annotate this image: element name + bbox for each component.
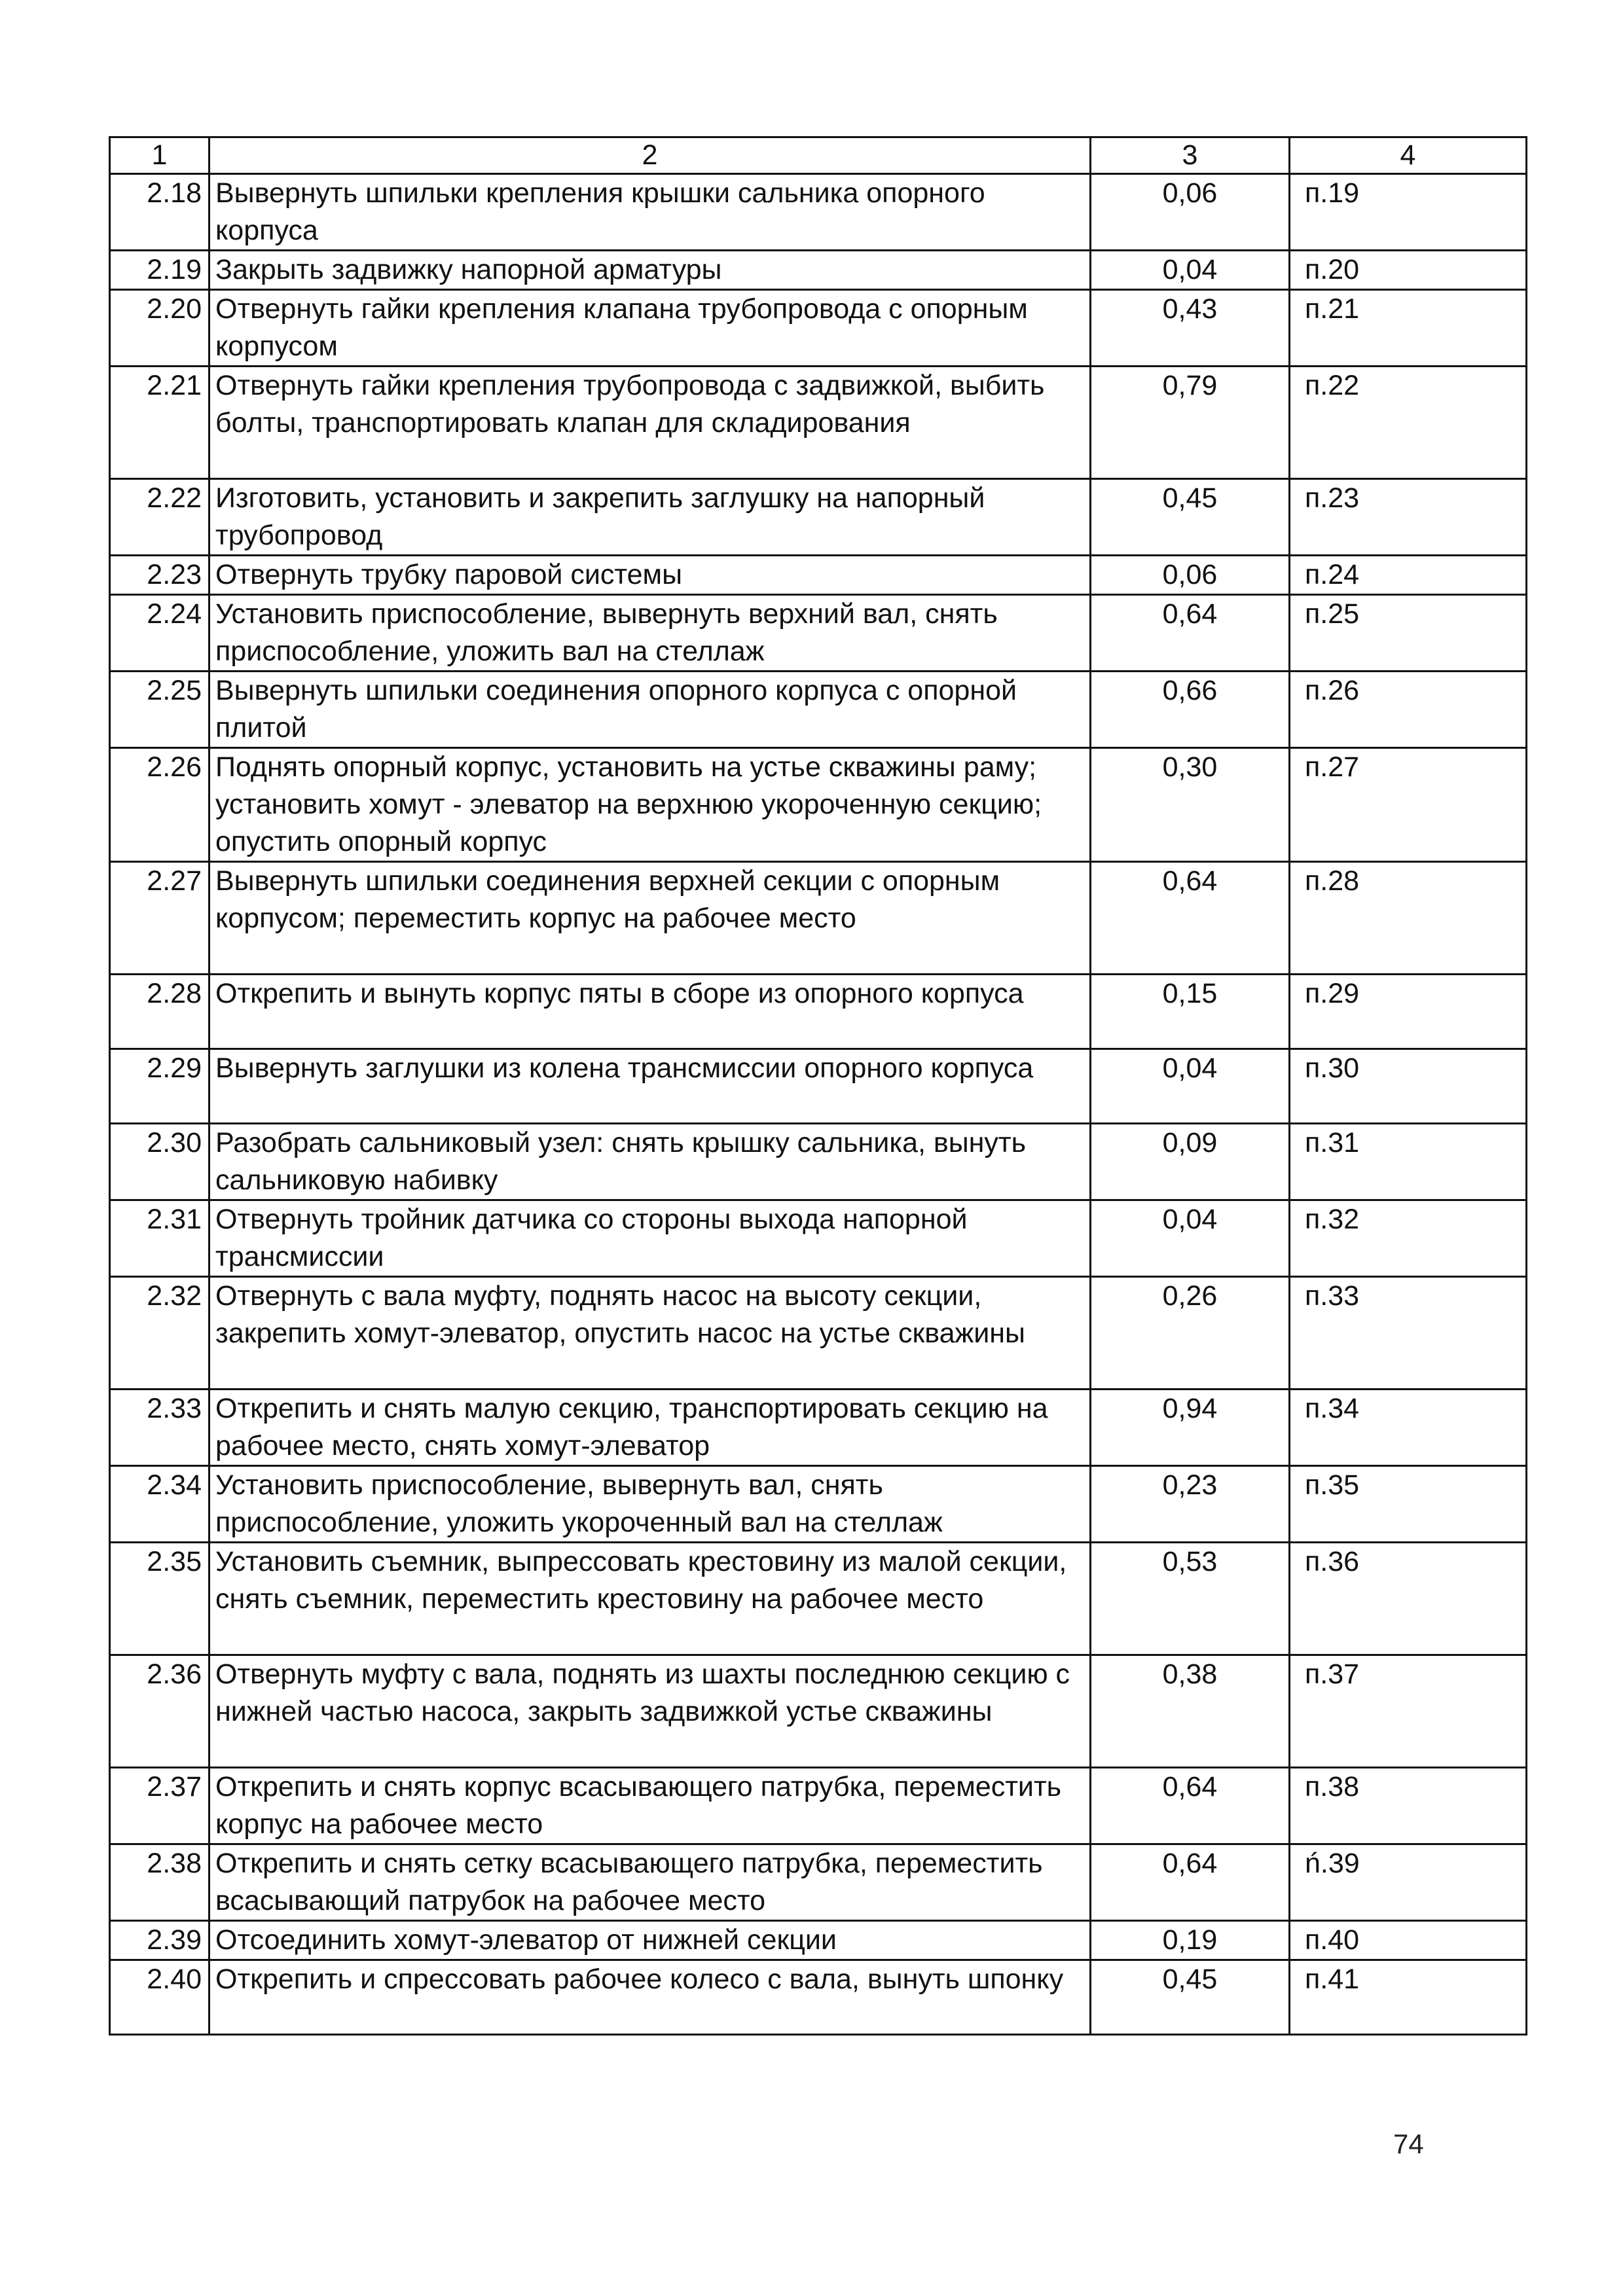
table-row — [110, 556, 1527, 595]
header-cell-3: 3 — [1091, 137, 1290, 174]
operation-description: Отвернуть муфту с вала, поднять из шахты последнюю секцию с нижней частью насоса, закрыть задвижкой устье скважины — [210, 1655, 1091, 1768]
item-reference: п.41 — [1290, 1960, 1527, 2035]
row-number: 2.27 — [110, 862, 210, 975]
operation-description: Открепить и спрессовать рабочее колесо с вала, вынуть шпонку — [210, 1960, 1091, 2035]
item-reference: п.40 — [1290, 1921, 1527, 1960]
table-row — [110, 1466, 1527, 1543]
operation-description: Вывернуть шпильки соединения опорного корпуса с опорной плитой — [210, 672, 1091, 748]
row-number: 2.21 — [110, 367, 210, 479]
item-reference: п.30 — [1290, 1049, 1527, 1124]
time-value: 0,66 — [1091, 672, 1290, 748]
operation-description: Открепить и снять малую секцию, транспортировать секцию на рабочее место, снять хомут-элеватор — [210, 1390, 1091, 1466]
page-number: 74 — [1393, 2128, 1424, 2159]
table-row — [110, 1768, 1527, 1844]
header-cell-4: 4 — [1290, 137, 1527, 174]
table-row — [110, 595, 1527, 672]
item-reference: п.34 — [1290, 1390, 1527, 1466]
item-reference: п.38 — [1290, 1768, 1527, 1844]
operation-description: Разобрать сальниковый узел: снять крышку сальника, вынуть сальниковую набивку — [210, 1124, 1091, 1200]
item-reference: п.35 — [1290, 1466, 1527, 1543]
time-value: 0,64 — [1091, 862, 1290, 975]
time-value: 0,04 — [1091, 251, 1290, 290]
operation-description: Закрыть задвижку напорной арматуры — [210, 251, 1091, 290]
table-row — [110, 748, 1527, 862]
row-number: 2.28 — [110, 975, 210, 1049]
item-reference: п.29 — [1290, 975, 1527, 1049]
table-row — [110, 1921, 1527, 1960]
item-reference: п.22 — [1290, 367, 1527, 479]
row-number: 2.36 — [110, 1655, 210, 1768]
header-cell-1: 1 — [110, 137, 210, 174]
operation-description: Вывернуть заглушки из колена трансмиссии опорного корпуса — [210, 1049, 1091, 1124]
operation-description: Вывернуть шпильки соединения верхней секции с опорным корпусом; переместить корпус на рабочее место — [210, 862, 1091, 975]
item-reference: п.25 — [1290, 595, 1527, 672]
time-value: 0,15 — [1091, 975, 1290, 1049]
row-number: 2.20 — [110, 290, 210, 367]
time-value: 0,45 — [1091, 479, 1290, 556]
table-row — [110, 479, 1527, 556]
operation-description: Установить приспособление, вывернуть вал, снять приспособление, уложить укороченный вал на стеллаж — [210, 1466, 1091, 1543]
time-value: 0,09 — [1091, 1124, 1290, 1200]
item-reference: п.26 — [1290, 672, 1527, 748]
operation-description: Отсоединить хомут-элеватор от нижней секции — [210, 1921, 1091, 1960]
operation-description: Отвернуть тройник датчика со стороны выхода напорной трансмиссии — [210, 1200, 1091, 1277]
table-row — [110, 367, 1527, 479]
row-number: 2.31 — [110, 1200, 210, 1277]
table-row — [110, 1390, 1527, 1466]
row-number: 2.22 — [110, 479, 210, 556]
item-reference: п.36 — [1290, 1543, 1527, 1655]
time-value: 0,64 — [1091, 1768, 1290, 1844]
operation-description: Отвернуть гайки крепления клапана трубопровода с опорным корпусом — [210, 290, 1091, 367]
row-number: 2.40 — [110, 1960, 210, 2035]
item-reference: п.33 — [1290, 1277, 1527, 1390]
row-number: 2.39 — [110, 1921, 210, 1960]
table-row — [110, 1049, 1527, 1124]
row-number: 2.37 — [110, 1768, 210, 1844]
item-reference: ń.39 — [1290, 1844, 1527, 1921]
time-value: 0,04 — [1091, 1049, 1290, 1124]
item-reference: п.27 — [1290, 748, 1527, 862]
time-value: 0,64 — [1091, 595, 1290, 672]
operation-description: Открепить и снять корпус всасывающего патрубка, переместить корпус на рабочее место — [210, 1768, 1091, 1844]
item-reference: п.31 — [1290, 1124, 1527, 1200]
table-row — [110, 862, 1527, 975]
time-value: 0,64 — [1091, 1844, 1290, 1921]
operation-description: Поднять опорный корпус, установить на устье скважины раму; установить хомут - элеватор на верхнюю укороченную секцию; опустить опорный корпус — [210, 748, 1091, 862]
time-value: 0,43 — [1091, 290, 1290, 367]
row-number: 2.25 — [110, 672, 210, 748]
row-number: 2.34 — [110, 1466, 210, 1543]
time-value: 0,38 — [1091, 1655, 1290, 1768]
time-value: 0,04 — [1091, 1200, 1290, 1277]
table-row — [110, 975, 1527, 1049]
time-value: 0,45 — [1091, 1960, 1290, 2035]
item-reference: п.24 — [1290, 556, 1527, 595]
row-number: 2.35 — [110, 1543, 210, 1655]
operation-description: Установить приспособление, вывернуть верхний вал, снять приспособление, уложить вал на стеллаж — [210, 595, 1091, 672]
table-row — [110, 1277, 1527, 1390]
item-reference: п.28 — [1290, 862, 1527, 975]
table-row — [110, 672, 1527, 748]
table-row — [110, 1960, 1527, 2035]
row-number: 2.30 — [110, 1124, 210, 1200]
row-number: 2.29 — [110, 1049, 210, 1124]
operation-description: Отвернуть с вала муфту, поднять насос на высоту секции, закрепить хомут-элеватор, опустить насос на устье скважины — [210, 1277, 1091, 1390]
table-row — [110, 251, 1527, 290]
table-row — [110, 1124, 1527, 1200]
operation-description: Установить съемник, выпрессовать крестовину из малой секции, снять съемник, переместить крестовину на рабочее место — [210, 1543, 1091, 1655]
operation-description: Отвернуть трубку паровой системы — [210, 556, 1091, 595]
item-reference: п.37 — [1290, 1655, 1527, 1768]
row-number: 2.33 — [110, 1390, 210, 1466]
row-number: 2.23 — [110, 556, 210, 595]
row-number: 2.19 — [110, 251, 210, 290]
item-reference: п.20 — [1290, 251, 1527, 290]
operation-description: Открепить и вынуть корпус пяты в сборе из опорного корпуса — [210, 975, 1091, 1049]
time-value: 0,06 — [1091, 174, 1290, 251]
operation-description: Открепить и снять сетку всасывающего патрубка, переместить всасывающий патрубок на рабочее место — [210, 1844, 1091, 1921]
header-cell-2: 2 — [210, 137, 1091, 174]
item-reference: п.21 — [1290, 290, 1527, 367]
time-value: 0,79 — [1091, 367, 1290, 479]
time-value: 0,06 — [1091, 556, 1290, 595]
item-reference: п.32 — [1290, 1200, 1527, 1277]
time-value: 0,30 — [1091, 748, 1290, 862]
row-number: 2.18 — [110, 174, 210, 251]
row-number: 2.32 — [110, 1277, 210, 1390]
row-number: 2.24 — [110, 595, 210, 672]
operation-description: Вывернуть шпильки крепления крышки сальника опорного корпуса — [210, 174, 1091, 251]
table-row — [110, 1844, 1527, 1921]
table-row — [110, 1200, 1527, 1277]
table-row — [110, 1655, 1527, 1768]
table-row — [110, 1543, 1527, 1655]
row-number: 2.38 — [110, 1844, 210, 1921]
table-row — [110, 174, 1527, 251]
header-row — [110, 137, 1527, 174]
item-reference: п.23 — [1290, 479, 1527, 556]
operation-description: Отвернуть гайки крепления трубопровода с задвижкой, выбить болты, транспортировать клапан для складирования — [210, 367, 1091, 479]
time-value: 0,23 — [1091, 1466, 1290, 1543]
item-reference: п.19 — [1290, 174, 1527, 251]
time-value: 0,26 — [1091, 1277, 1290, 1390]
operation-description: Изготовить, установить и закрепить заглушку на напорный трубопровод — [210, 479, 1091, 556]
time-value: 0,53 — [1091, 1543, 1290, 1655]
time-value: 0,19 — [1091, 1921, 1290, 1960]
operations-table — [109, 136, 1527, 2036]
table-row — [110, 290, 1527, 367]
row-number: 2.26 — [110, 748, 210, 862]
time-value: 0,94 — [1091, 1390, 1290, 1466]
